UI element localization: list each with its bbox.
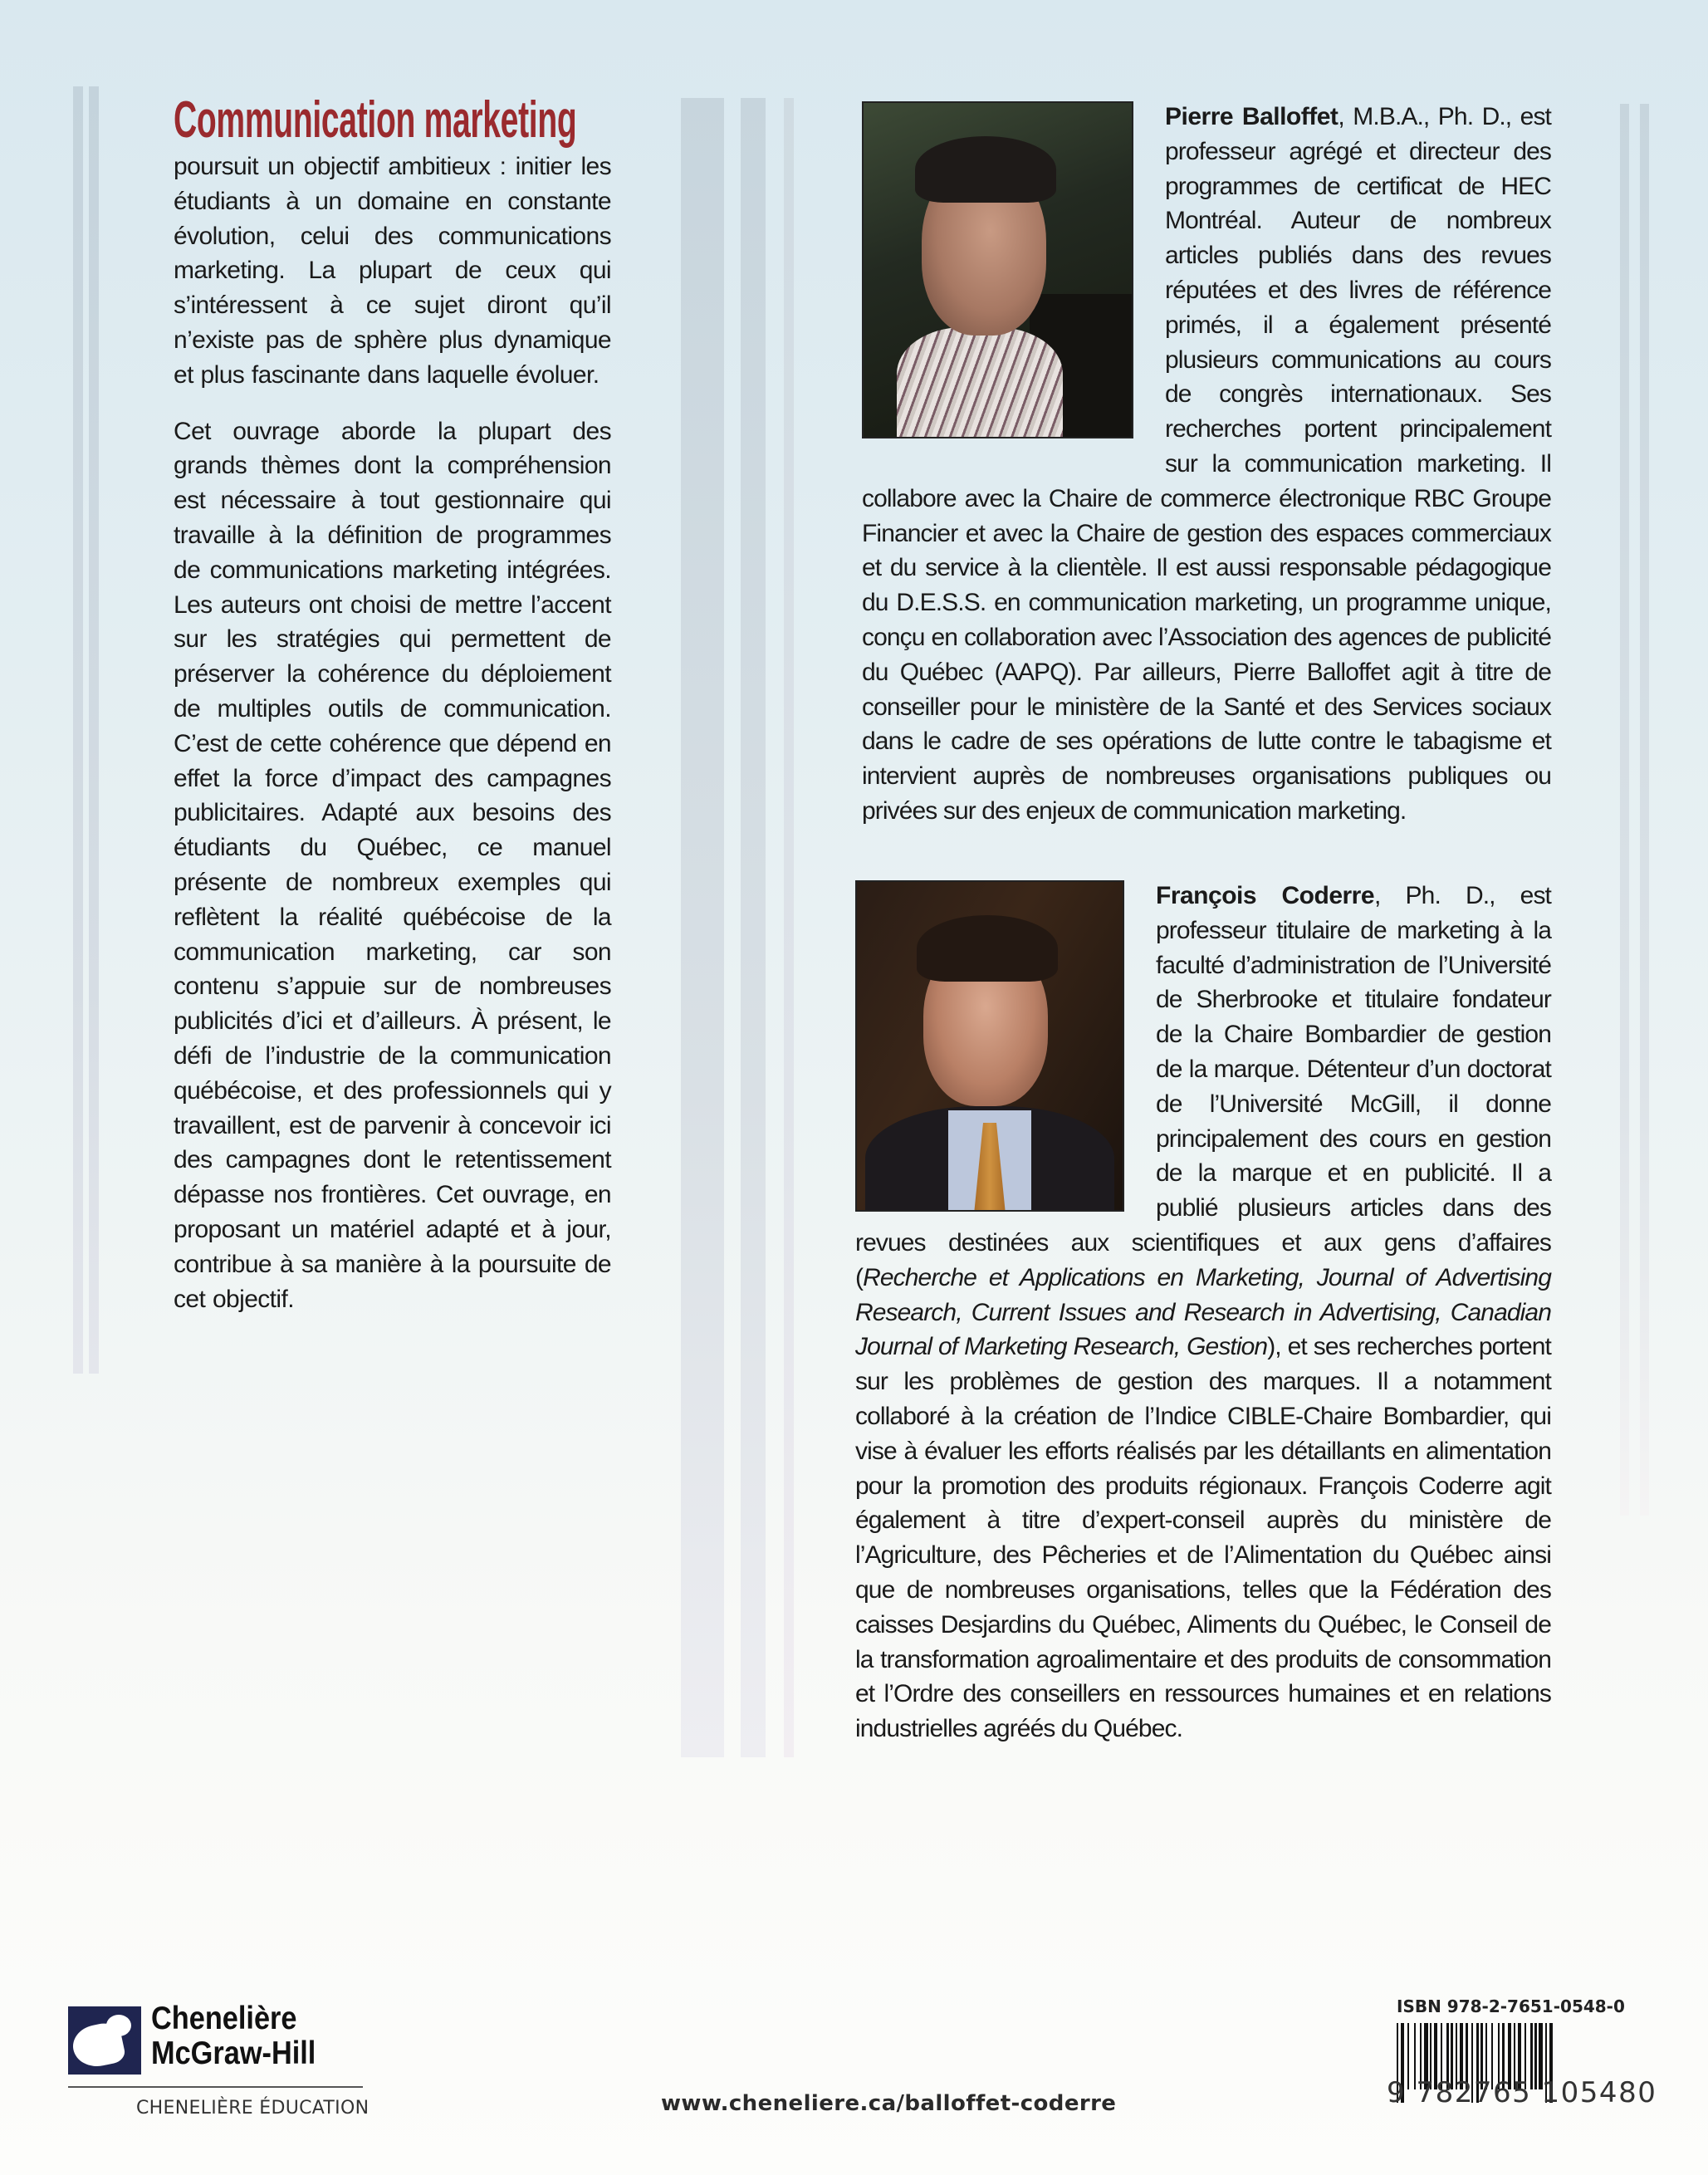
author-portrait-photo	[855, 880, 1124, 1212]
decorative-stripe	[73, 86, 83, 1374]
author-portrait-photo	[862, 101, 1133, 438]
description-paragraph-2: Cet ouvrage aborde la plupart des grands thèmes dont la compréhension est nécessaire à tout gestionnaire qui travaille à la définition de programmes de communications marketing intégrées. Les auteurs ont choisi de mettre l’accent sur les stratégies qui permettent de préserver la cohérence du déploiement de multiples outils de communication. C’est de cette cohérence que dépend en effet la force d’impact des campagnes publicitaires. Adapté aux besoins des étudiants du Québec, ce manuel présente de nombreux exemples qui reflètent la réalité québécoise de la communication marketing, car son contenu s’appuie sur de nombreuses publicités d’ici et d’ailleurs. À présent, le défi de l’industrie de la communication québécoise, et des professionnels qui y travaillent, est de parvenir à concevoir ici des campagnes dont le retentissement dépasse nos frontières. Cet ouvrage, en proposant un matériel adapté et à jour, contribue à sa manière à la poursuite de cet objectif.	[174, 417, 611, 1313]
barcode	[1387, 2023, 1657, 2116]
author-bio-body: est professeur agrégé et directeur des programmes de certificat de HEC Montréal. Auteur de nombreux articles publiés dans des revues réputées et des livres de référence primés, il a également présenté plusieurs communications au cours de congrès internationaux. Ses recherches portent principalement sur la communication marketing. Il collabore avec la Chaire de commerce électronique RBC Groupe Financier et avec la Chaire de gestion des espaces commerciaux et du service à la clientèle. Il est aussi responsable pédagogique du D.E.S.S. en communication marketing, un programme unique, conçu en collaboration avec l’Association des agences de publicité du Québec (AAPQ). Par ailleurs, Pierre Balloffet agit à titre de conseiller pour le ministère de la Santé et des Services sociaux dans le cadre de ses opérations de lutte contre le tabagisme et intervient auprès de nombreuses organisations publiques ou privées sur des enjeux de communication marketing.	[862, 103, 1551, 825]
author-name: Pierre Balloffet	[1165, 103, 1339, 130]
website-link[interactable]: www.cheneliere.ca/balloffet-coderre	[661, 2091, 1117, 2116]
description-paragraph-1: poursuit un objectif ambitieux : initier les étudiants à un domaine en constante évolution, celui des communications marketing. La plupart de ceux qui s’intéressent à ce sujet diront qu’il n’existe pas de sphère plus dynamique et plus fascinante dans laquelle évoluer.	[174, 153, 611, 389]
decorative-stripe	[741, 98, 766, 1757]
publisher-name	[151, 2001, 316, 2071]
isbn-block	[1387, 1996, 1657, 2116]
decorative-stripe	[784, 98, 794, 1757]
decorative-stripe	[1620, 104, 1629, 1516]
decorative-stripe	[1640, 104, 1649, 1516]
author-name: François Coderre	[1156, 882, 1375, 909]
divider	[68, 2086, 363, 2088]
isbn-label: ISBN 978-2-7651-0548-0	[1397, 1996, 1625, 2016]
author-credentials: , Ph. D.,	[1374, 882, 1495, 909]
author-bio-body: est professeur titulaire de marketing à la faculté d’administration de l’Université de Sherbrooke et titulaire fondateur de la Chaire Bombardier de gestion de la marque. Détenteur d’un doctorat de l’Université McGill, il donne principalement des cours en gestion de la marque et en publicité. Il a publié plusieurs articles dans des revues destinées aux scientifiques et aux gens d’affaires (	[855, 882, 1551, 1291]
author-credentials: , M.B.A., Ph. D.,	[1338, 103, 1512, 130]
publisher-name-line2: McGraw-Hill	[151, 2035, 316, 2071]
decorative-stripe	[89, 86, 99, 1374]
journal-list: Recherche et Applications en Marketing, Journal of Advertising Research, Current Issues and Research in Advertising, Canadian Journal of Marketing Research, Gestion	[855, 1263, 1551, 1361]
publisher-name-line1: Chenelière	[151, 2001, 297, 2036]
decorative-stripe	[681, 98, 724, 1757]
author-bio-body-continued: ), et ses recherches portent sur les problèmes de gestion des marques. Il a notamment collaboré à la création de l’Indice CIBLE-Chaire Bombardier, qui vise à évaluer les efforts réalisés par les détaillants en alimentation pour la promotion des produits régionaux. François Coderre agit également à titre d’expert-conseil auprès du ministère de l’Agriculture, des Pêcheries et de l’Alimentation du Québec ainsi que de nombreuses organisations, telles que la Fédération des caisses Desjardins du Québec, Aliments du Québec, le Conseil de la transformation agroalimentaire et des produits de consommation et l’Ordre des conseillers en ressources humaines et en relations industrielles agréés du Québec.	[855, 1333, 1551, 1743]
book-title: Communication marketing	[174, 91, 577, 149]
author-bio-balloffet	[862, 100, 1551, 829]
publisher-imprint: CHENELIÈRE ÉDUCATION	[136, 2098, 369, 2119]
barcode-digits: 9 782765 105480	[1387, 2076, 1657, 2109]
author-bio-coderre	[855, 879, 1551, 1746]
tree-logo-icon	[68, 2006, 141, 2075]
book-description	[174, 93, 611, 1316]
